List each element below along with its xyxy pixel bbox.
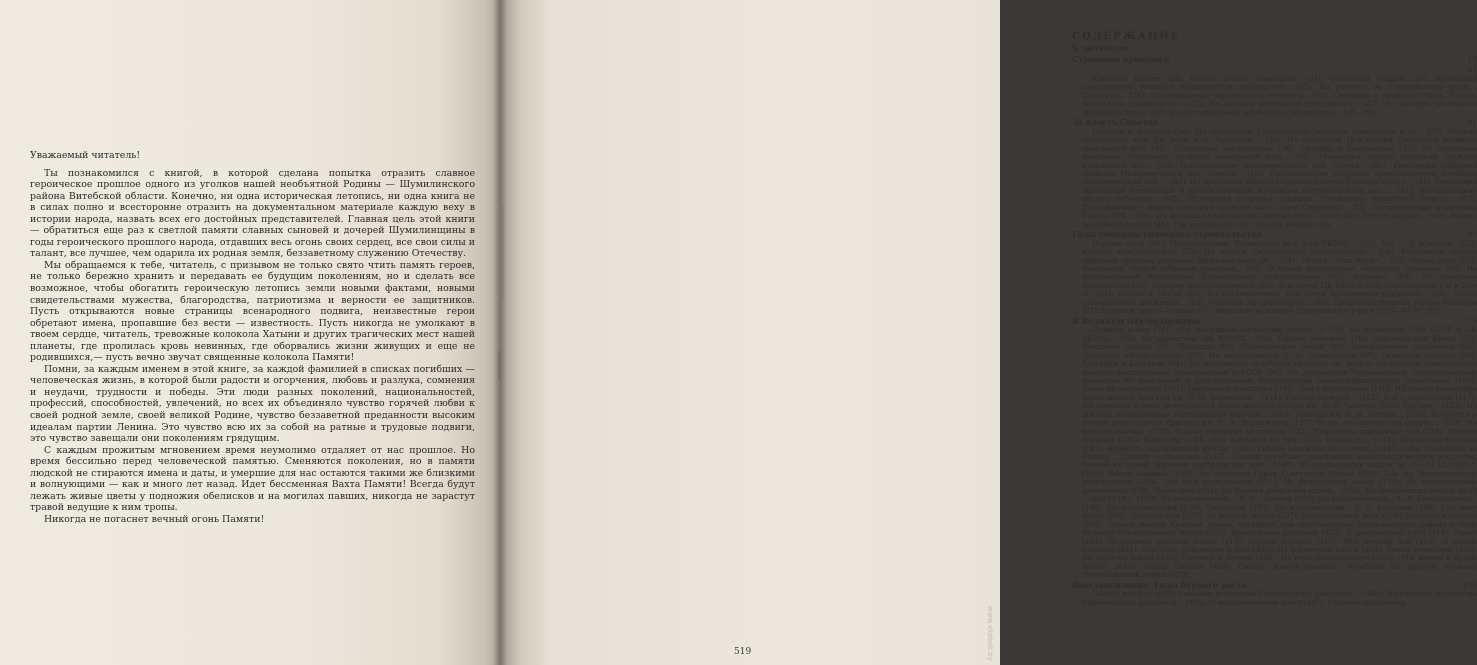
greeting: Уважаемый читатель! bbox=[30, 150, 141, 161]
toc-entry-text: Первые шаги (51). Постановление Ловожского вол. к-та РКП(б)... (51). Мы — у коммуны! (52). Юность комсомольская (53). Из отчета Сиротинского райисполкома... (54). Резолюция общего собрания граждан деревень Шумилинского с/с... (54). Газета «Наш край»... (55). Новое дело (55). Резолюция общего собрания крестьян... (56). О самом патриотизме «Красного Сормова» (56). Из постановлений президиума Сиротинского райисполкома (56). Активист (58). От товарища Ворошилова (59). Подарок краснознаменцев (60). Агитпоезд ЦК КП(б)Б (60). Сиротинский р-н в 20-е гг. (61). Школа в Оболи (62). Из постановления 2-го слета колхозников-ударников... (63). Итоги стахановского движения... (64). Развитие на транспорте... (65). Продовольственные успехи колхозов (67). Ударный труд — Родине (67). Народное хозяйство Сиротинского р-на в 1939—40 гг. (68). bbox=[1082, 238, 1477, 316]
paragraph: Никогда не погаснет вечный огонь Памяти! bbox=[44, 513, 265, 525]
book-gutter bbox=[493, 0, 507, 665]
toc-section-title: Страницы прошлого bbox=[1072, 53, 1170, 64]
page-number: 519 bbox=[734, 647, 752, 657]
toc-section-page: 47 bbox=[1467, 230, 1477, 240]
toc-section-title: Восстановление. Годы бурного роста bbox=[1072, 579, 1248, 590]
toc-entry-text: Крепость Козьян (23). Откуда пошло Шумилино? (24). Обольская усадьба (24). Донесения городокского уездного предводителя дворянства... (25). Из рапорта по Городокскому уезду... Сиротино... (26). Постановление городокского уездного... (26). Сведения о станциях Оболь, Ловша, витебского губернатора... (27). Из рапорта витебского губернатора... (27). Из рапорта витебского полицмейстера... (28). Из постановлений витебского губернатора... (28—29). bbox=[1082, 73, 1477, 117]
watermark: www.vitebsk.by bbox=[986, 606, 994, 661]
toc-section-heading bbox=[1072, 44, 1477, 54]
toc-section-page: 17 bbox=[1467, 54, 1477, 64]
right-page bbox=[500, 0, 1477, 665]
toc-entry-text: Пришла война (74). «Вы совершили настоящий подвиг...» (74). Из директивы СНК СССР и ЦК ВКП(б)... (75). Из директивы ЦК КП(б)Б... (76). Первая землянка (76). Партизанский фронт (77). Рождение отряда (81). Братство (82). Партизанская семья (83). Непокорённые партизаны (84). Операция «Фабш-группа» (85). Из воспоминаний Е. Н. Пономарёва (87). Огненные деревни (93). Трагедия в Барсуках (94). Из материалов судебного процесса по делу о злодеяниях, совершенных немецко-фашистскими захватчиками в БССР (98). Из документов Чрезвычайной государственной комиссии по выявлению и расследованию преступлений немецко-фашистских захватчиков (100). Такое не забывается (101). Партизаны действуют (105). Бои с карателями (110). Из отчета командира партизанской бригады им. С. М. Короткина... (111). Против полиции... (112). Бой с карателями (117). Из дневника боевой деятельности партизанского отряда им. В. И. Чапаева (120). Письмо... (122). Из доклада командования партизанской бригады... (123). Бригада им. В. И. Ленина... (125). Из отчета о боевой деятельности бригады им. Е. Ф. Ворошилова (127). О тех, кто шагнул на смерть... (129). Из боевого листка... (130). Подвиг народных мстителей (132). Партизаны принимают бой (134). Прорыв блокады (135). Комиссар (139). Она добывала на ура (141). Комиссар... (142). Партизаны-земляки (143). Верность партизанской клятве (144). Гибель партизанского героя... (145). Они сражались за Родину... Память о прошлом (147). Список погибших участников коммунистического подполья, членов их семей, жителей партизанских зон... (148). Из оперативных сводок за 25—31.12.1943 г. (152). Воины-земляки (156). Из дневника Героя Советского Союза (160). Бои на Мишневичском направлении (163). Это был разведчиком (171). На белорусской земле (175). Из воспоминаний разведчицы (179). Тихое лето (184). Из боевого донесения штаба... (186). Из оперативных сводок за 23—26.6.1944 г. (188). Из воспоминаний... Л. И. Чаловой (190). Из воспоминаний... А. Л. Белобородова... (190). Из воспоминаний И. М. Чистякова (193). Из воспоминаний... Г. Р. Кулакова (199). Год тому назад (205). Светлое имя (207). За родную землю (207). Незабываемый день (208). Навечно в памяти (209). Список воинов Красной Армии, погибших при освобождении Шумилинского района в годы Великой Отечественной войны (212). Фронтовыми дорогами (412). У днепровских круч (414). Пакет (414). Воздушные рабочие войны (415). Первая батарея (417). Мой первый бой (418). О самом близком (421). Братство, рожденное в бою (422). Из фронтовых писем (424). Семья ветеранов (424). По дорогам войны (425). Сыновья и дочери (426). Из неопубликованного (426). «Мы живем и будем жить!» (427). Парад Победы (429). Список воинов-земляков, погибших на фронтах Великой Отечественной войны (430). bbox=[1082, 325, 1477, 580]
toc-entry-text: Поездка в деревню (34). Из сообщения Городокского уездного земельного к-та... (35). Письмо солдатского к-та 3-й роты ж.-д. батальона... (36). Из протокола 10-й сессии Полоцкого уездного земельного к-та (36). Солдатское выступление (36). Октябрь в Никольском (37). Из протокола заседания Полоцкого уездного земельного к-та... (38). Резолюция общего собрания граждан Козьянской вол... (39). Постановление Мишневичского вол. Совета... (40). Резолюция собрания граждан Мишневичского вол. Совета... (40). Постановление собрания представителей комбедов Мишневичской вол. ... (40). Из протокола общего собрания Советов Городокского у... (41). Резолюция протоколов Чернявской и других комбедов и граждан Петровальского вол. ... (41). Постановление общего собрания... (42). Резолюция собрания граждан Ловожского волостного Совета... (42). Постановление общего собрания граждан вол. Совет Сиротино... (43). Постановление исполкома Совета ВРК... (44). Из доклада председателя Сиротинского Совета (45). Путь в партию... (46). Жизнь, достойная памяти (46). Так начиналось (46). Первая ячейка (46). bbox=[1082, 126, 1477, 229]
binding-thread bbox=[498, 205, 504, 300]
toc-section-page: 21 bbox=[1467, 65, 1477, 75]
paragraph: С каждым прожитым мгновением время неумолимо отдаляет от нас прошлое. Но время бессильно перед человеческой памятью. Сменяются поколения, но в памяти людской не стираются имена и даты, и умершие для нас остаются такими же близкими и волнующими — как и много лет назад. Идет бессменная Вахта Памяти! Всегда будут лежать живые цветы у подножия обелисков и на могилах павших, никогда не зарастут травой ведущие к ним тропы. bbox=[30, 444, 475, 514]
paragraph: Помни, за каждым именем в этой книге, за каждой фамилией в списках погибших — человеческая жизнь, в которой были радости и огорчения, любовь и разлука, сомнения и неудачи, трудности и победы. Эти люди разных поколений, национальностей, профессий, способностей, увлечений, но всех их объединяло чувство горячей любви к своей родной земле, своей великой Родине, чувство беззаветной преданности высоким идеалам партии Ленина. Это чувство всю их за собой на ратные и трудовые подвиги, это чувство завещали они поколениям грядущим. bbox=[30, 363, 475, 445]
toc-title: СОДЕРЖАНИЕ bbox=[1072, 31, 1181, 42]
toc-section-title: За власть Советов bbox=[1072, 117, 1159, 128]
toc-section-title: В Великую Отечественную bbox=[1072, 315, 1201, 326]
left-page bbox=[0, 0, 500, 665]
binding-staple bbox=[498, 350, 501, 380]
toc-section-title: Годы социалистического строительства bbox=[1072, 229, 1262, 240]
toc-section-page: 70 bbox=[1467, 316, 1477, 326]
toc-section-page: 478 bbox=[1462, 580, 1477, 590]
paragraph: Ты познакомился с книгой, в которой сделана попытка отразить славное героическое прошлое одного из уголков нашей необъятной Родины — Шумилинского района Витебской области. Конечно, ни одна историческая летопись, ни одна книга не в силах полно и всесторонне отразить на документальном материале каждую веху в истории народа, назвать всех его достойных представителей. Главная цель этой книги — обратиться еще раз к светлой памяти славных сыновей и дочерей Шумилинщины в годы героического прошлого народа, отдавших весь огонь своих сердец, все свои силы и талант, все лучшее, чем одарила их родная земля, беззаветному служению Отечеству. bbox=[30, 167, 475, 260]
toc-section-heading bbox=[1072, 55, 1477, 65]
reader-address bbox=[30, 150, 475, 526]
toc-entry-text: Палата мінераў (485). Решение исполкома Сиротинского райсовета... (486). Из решения исполкома Сиротинского райсовета... (486). О восстановлении школ (487). Решение исполкома... bbox=[1082, 589, 1477, 607]
toc-section-title: К читателю bbox=[1072, 43, 1128, 54]
toc-body bbox=[1072, 44, 1477, 607]
toc-section-page: 31 bbox=[1467, 118, 1477, 128]
paragraph: Мы обращаемся к тебе, читатель, с призывом не только свято чтить память героев, не только бережно хранить и передавать ее будущим поколениям, но и сделать все возможное, чтобы обогатить героическую летопись земли новыми фактами, новыми свидетельствами мужества, благородства, патриотизма и верности ее защитников. Пусть открываются новые страницы всенародного подвига, неизвестные герои обретают имена, пропавшие без вести — известность. Пусть никогда не умолкают в твоем сердце, читатель, тревожные колокола Хатыни и других трагических мест нашей планеты, где пролилась кровь невинных, где оборвались жизни живущих и еще не родившихся,— пусть вечно звучат священные колокола Памяти! bbox=[30, 259, 475, 364]
table-of-contents bbox=[1072, 33, 1477, 608]
